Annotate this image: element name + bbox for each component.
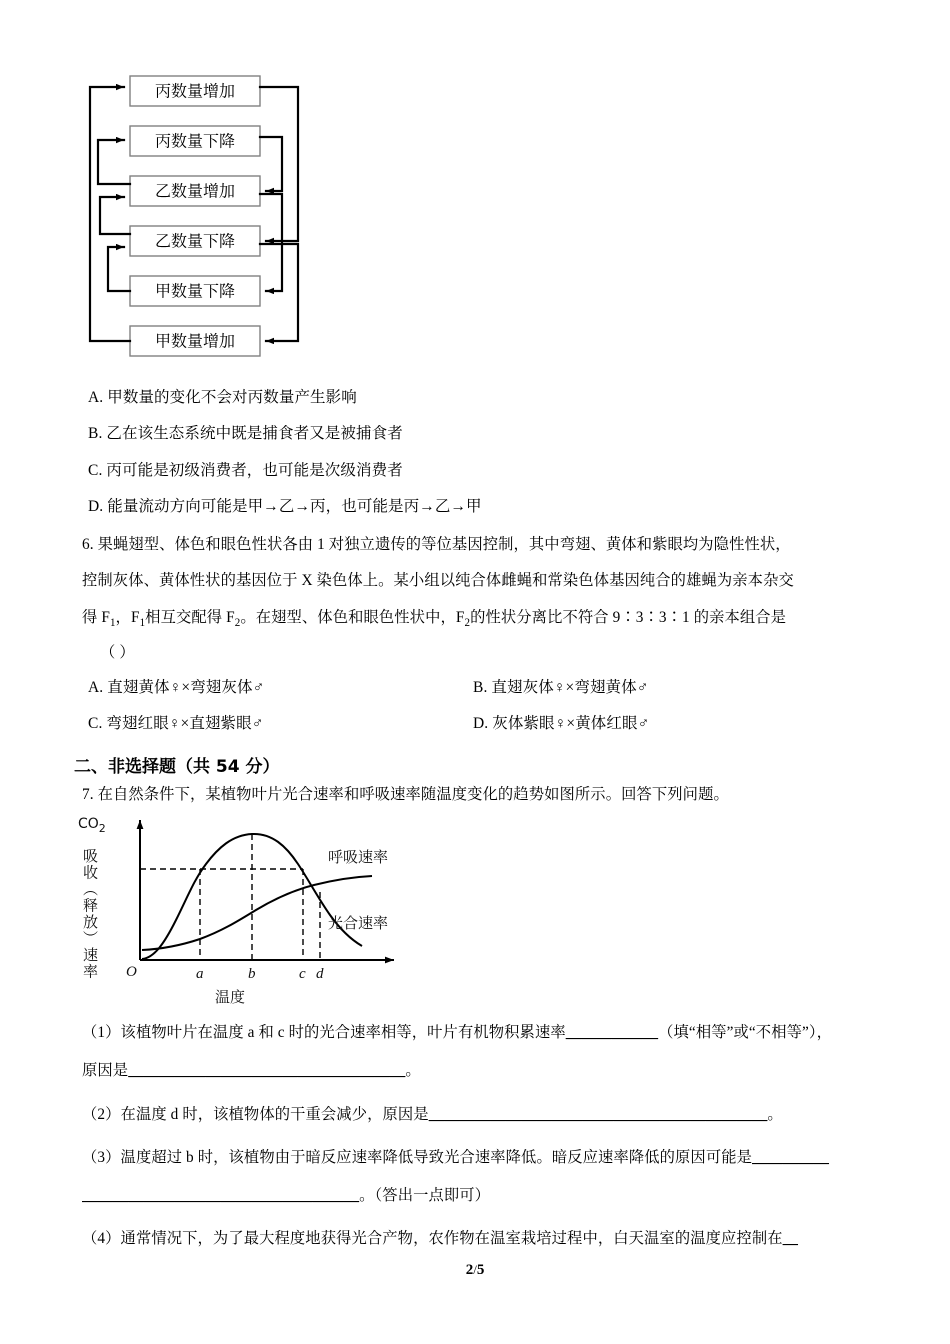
q7-stem: 7. 在自然条件下，某植物叶片光合速率和呼吸速率随温度变化的趋势如图所示。回答下列问题。	[82, 786, 729, 803]
q6-l3-mid2: 相互交配得 F	[145, 609, 235, 626]
q7-part4-line1	[82, 1228, 798, 1251]
edge-yiup-to-jiadown	[260, 194, 282, 291]
q6-l3-mid1: ，F	[115, 609, 140, 626]
flow-label-bing-down: 丙数量下降	[154, 131, 236, 151]
q7-part3-line1	[82, 1147, 829, 1170]
x-tick-b: b	[248, 966, 256, 982]
q7-part3-line2	[82, 1185, 490, 1208]
q6-l3-sub2: 1	[139, 617, 146, 630]
q6-l3-pre: 得 F	[82, 609, 110, 626]
flow-label-bing-up: 丙数量增加	[154, 81, 236, 101]
y-axis-label-cjk: 吸收（释放）速率	[81, 848, 99, 980]
q6-option-b: B. 直翅灰体♀×弯翅黄体♂	[473, 679, 649, 696]
q7-p1-l2-text-b: 。	[405, 1062, 421, 1079]
q6-l3-sub3: 2	[234, 617, 241, 630]
footer-separator: /	[473, 1262, 477, 1277]
footer-page-total: 5	[476, 1262, 485, 1278]
edge-bingdown-to-yiup	[260, 137, 282, 191]
x-axis-label: 温度	[214, 988, 246, 1006]
q7-p1-l2-text-a: 原因是	[82, 1062, 129, 1079]
q7-p4-blank[interactable]: ＿	[782, 1230, 799, 1247]
legend-photosynthesis-rate: 光合速率	[328, 914, 389, 932]
q7-p3-l2-text-b: 。（答出一点即可）	[359, 1187, 491, 1204]
edge-bingup-to-yidown	[260, 87, 298, 241]
q6-l3-sub1: 1	[109, 617, 116, 630]
q7-part1-line2	[82, 1060, 421, 1083]
q6-l3-sub4: 2	[464, 617, 471, 630]
q7-p1-l2-blank[interactable]: ＿＿＿＿＿＿＿＿＿＿＿＿＿＿＿＿＿＿	[128, 1062, 406, 1079]
q7-p1-text-b: （填“相等”或“不相等”），	[658, 1024, 833, 1041]
q6-stem-line-3	[82, 607, 786, 632]
q7-part2-line1	[82, 1104, 783, 1127]
q7-p1-text-a: （1）该植物叶片在温度 a 和 c 时的光合速率相等，叶片有机物积累速率	[82, 1024, 566, 1041]
q7-p3-l2-blank[interactable]: ＿＿＿＿＿＿＿＿＿＿＿＿＿＿＿＿＿＿	[82, 1187, 360, 1204]
legend-respiration-rate: 呼吸速率	[328, 848, 389, 866]
edge-yiup-to-bingdown	[98, 140, 130, 184]
q6-option-c: C. 弯翅红眼♀×直翅紫眼♂	[88, 715, 264, 732]
flow-label-yi-up: 乙数量增加	[154, 181, 236, 201]
q6-answer-parenthesis[interactable]: （ ）	[100, 644, 135, 661]
q6-stem-line-2: 控制灰体、黄体性状的基因位于 X 染色体上。某小组以纯合体雌蝇和常染色体基因纯合的雄蝇为亲本杂交	[82, 572, 794, 589]
population-feedback-flowchart	[80, 60, 420, 365]
origin-label: O	[126, 964, 137, 980]
q7-p3-blank1[interactable]: ＿＿＿＿＿	[752, 1149, 830, 1166]
page-footer	[0, 1262, 950, 1279]
q5-option-b: B. 乙在该生态系统中既是捕食者又是被捕食者	[88, 425, 403, 442]
x-tick-a: a	[196, 966, 204, 982]
x-tick-c: c	[299, 966, 306, 982]
flow-label-jia-up: 甲数量增加	[154, 331, 236, 351]
q6-option-a: A. 直翅黄体♀×弯翅灰体♂	[88, 679, 265, 696]
flow-label-yi-down: 乙数量下降	[154, 231, 236, 251]
y-axis-label-co2: $CO_2$	[78, 816, 106, 835]
respiration-rate-curve	[142, 876, 372, 950]
x-tick-d: d	[316, 966, 324, 982]
q5-option-a: A. 甲数量的变化不会对丙数量产生影响	[88, 389, 357, 406]
q6-l3-mid3: 。在翅型、体色和眼色性状中，F	[240, 609, 465, 626]
q6-l3-end: 的性状分离比不符合 9∶3∶3∶1 的亲本组合是	[470, 609, 787, 626]
flow-label-jia-down: 甲数量下降	[154, 281, 236, 301]
section-2-heading: 二、非选择题（共 54 分）	[74, 757, 280, 777]
q6-option-d: D. 灰体紫眼♀×黄体红眼♂	[473, 715, 650, 732]
footer-page-current: 2	[465, 1262, 474, 1278]
edge-jiadown-to-yidown	[108, 247, 130, 291]
edge-yidown-to-yiup	[100, 197, 130, 234]
q7-p4-text-a: （4）通常情况下，为了最大程度地获得光合产物，农作物在温室栽培过程中，白天温室的温度应控制在	[82, 1230, 783, 1247]
q7-p2-text-a: （2）在温度 d 时，该植物体的干重会减少，原因是	[82, 1106, 429, 1123]
q5-option-d: D. 能量流动方向可能是甲→乙→丙，也可能是丙→乙→甲	[88, 498, 482, 515]
photosynthesis-respiration-chart	[72, 812, 432, 1012]
q6-stem-line-1: 6. 果蝇翅型、体色和眼色性状各由 1 对独立遗传的等位基因控制，其中弯翅、黄体和紫眼均为隐性性状，	[82, 536, 791, 553]
edge-jiaup-to-bingup	[90, 87, 130, 341]
edge-yidown-to-jiaup	[260, 244, 298, 341]
q7-p3-text-a: （3）温度超过 b 时，该植物由于暗反应速率降低导致光合速率降低。暗反应速率降低的原因可能是	[82, 1149, 753, 1166]
q7-part1-line1	[82, 1022, 832, 1045]
q7-p2-text-b: 。	[767, 1106, 783, 1123]
q7-p1-blank[interactable]: ＿＿＿＿＿＿	[565, 1024, 659, 1041]
q5-option-c: C. 丙可能是初级消费者，也可能是次级消费者	[88, 462, 403, 479]
q7-p2-blank[interactable]: ＿＿＿＿＿＿＿＿＿＿＿＿＿＿＿＿＿＿＿＿＿＿	[428, 1106, 768, 1123]
